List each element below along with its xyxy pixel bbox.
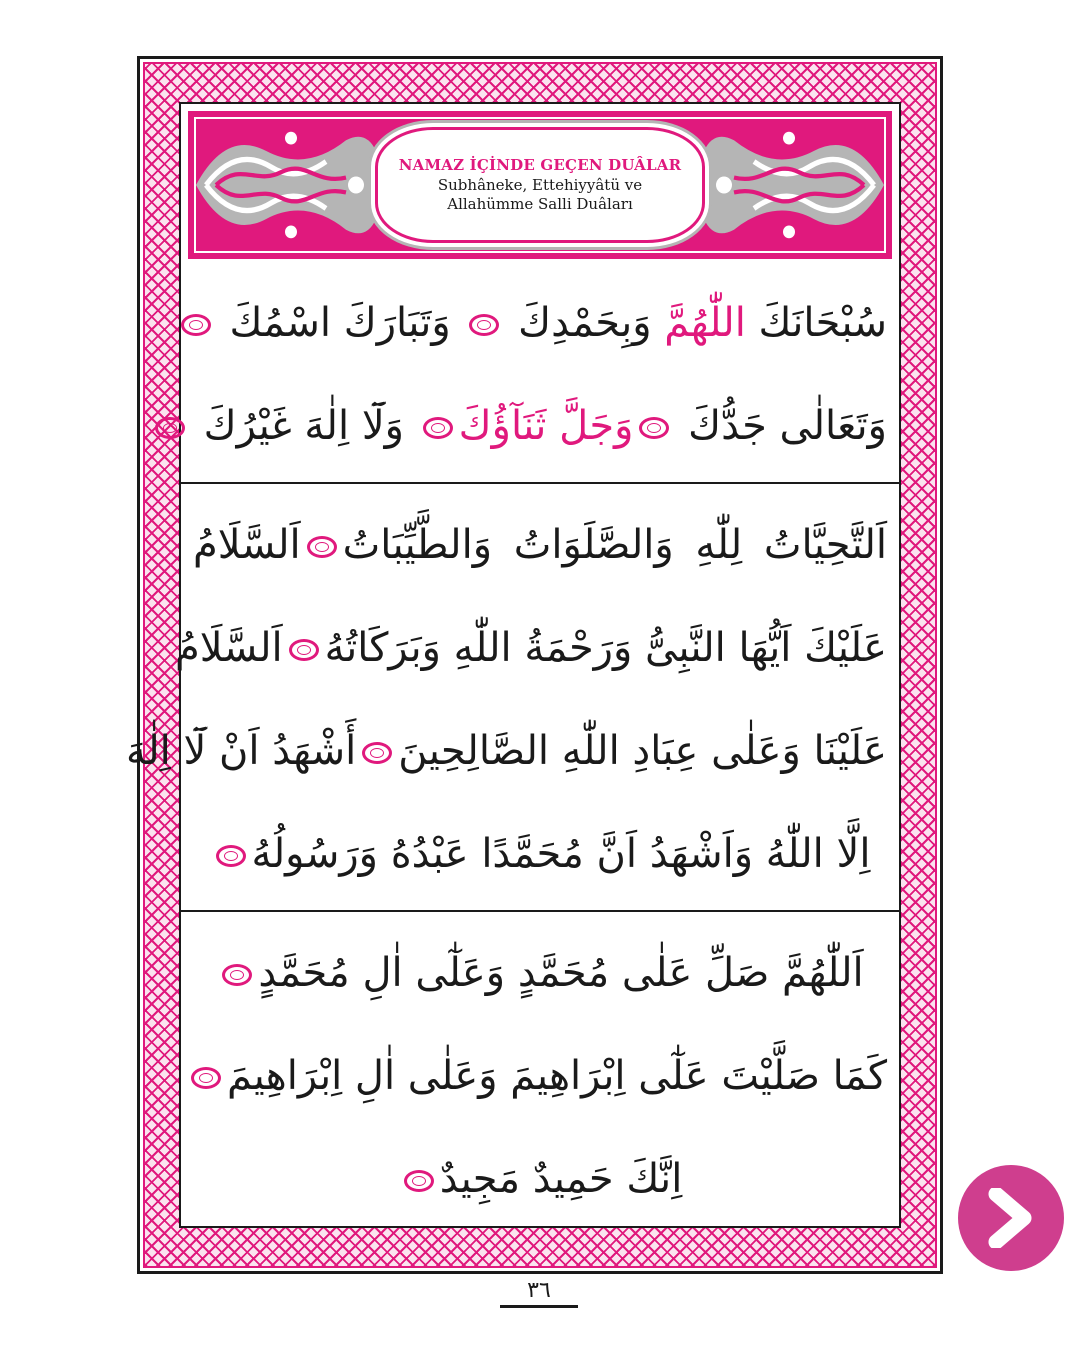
- allahumme-salli-section: [181, 922, 899, 1231]
- text-line: عَلَيْنَا وَعَلٰى عِبَادِ اللّٰهِ الصَّالِحِينَأَشْهَدُ اَنْ لَٓا اِلٰهَ: [126, 728, 887, 774]
- ayah-end-icon: [423, 417, 453, 439]
- text-line: اَلتَّحِيَّاتُ لِلّٰهِ وَالصَّلَوَاتُ وَالطَّيِّبَاتُاَلسَّلَامُ: [193, 522, 887, 568]
- page-number: ٣٦: [500, 1278, 578, 1308]
- text-line: وَتَعَالٰى جَدُّكَ وَجَلَّ ثَنَآؤُكَ وَلَٓا اِلٰهَ غَيْرُكَ: [193, 375, 887, 478]
- ayah-end-icon: [404, 1170, 434, 1192]
- ayah-end-icon: [639, 417, 669, 439]
- section-divider: [181, 482, 899, 484]
- ayah-end-icon: [181, 314, 211, 336]
- section-divider: [181, 910, 899, 912]
- ayah-end-icon: [155, 417, 185, 439]
- arabesque-ornament-icon: [704, 119, 884, 251]
- text-line: اَللّٰهُمَّ صَلِّ عَلٰى مُحَمَّدٍ وَعَلٰٓى اٰلِ مُحَمَّدٍ: [193, 922, 887, 1025]
- ettehiyyatu-section: [126, 494, 899, 906]
- text-line: اِنَّكَ حَمِيدٌ مَجِيدٌ: [193, 1128, 887, 1231]
- chevron-right-icon: [984, 1188, 1038, 1248]
- ayah-end-icon: [289, 639, 319, 661]
- page-subtitle-line-2: Allahümme Salli Duâları: [447, 195, 633, 213]
- arabesque-ornament-icon: [196, 119, 376, 251]
- text-line: اِلَّا اللّٰهُ وَاَشْهَدُ اَنَّ مُحَمَّدًا عَبْدُهُ وَرَسُولُهُ: [193, 803, 887, 906]
- ayah-end-icon: [222, 964, 252, 986]
- page-title: NAMAZ İÇİNDE GEÇEN DUÂLAR: [398, 156, 682, 174]
- ayah-end-icon: [362, 742, 392, 764]
- text-line: سُبْحَانَكَ اللّٰهُمَّ وَبِحَمْدِكَ وَتَبَارَكَ اسْمُكَ: [193, 272, 887, 375]
- ayah-end-icon: [191, 1067, 221, 1089]
- text-line: عَلَيْكَ اَيُّهَا النَّبِىُّ وَرَحْمَةُ اللّٰهِ وَبَرَكَاتُهُاَلسَّلَامُ: [175, 625, 887, 671]
- subhaneke-section: [181, 272, 899, 478]
- title-cartouche: [375, 127, 705, 243]
- ayah-end-icon: [307, 536, 337, 558]
- book-page: [126, 56, 943, 1274]
- content-panel: [126, 102, 901, 1228]
- ayah-end-icon: [469, 314, 499, 336]
- text-line: كَمَا صَلَّيْتَ عَلٰٓى اِبْرَاهِيمَ وَعَلٰى اٰلِ اِبْرَاهِيمَ: [193, 1025, 887, 1128]
- ayah-end-icon: [216, 845, 246, 867]
- next-page-button[interactable]: [958, 1165, 1064, 1271]
- header-banner: [188, 111, 892, 259]
- page-subtitle-line-1: Subhâneke, Ettehiyyâtü ve: [437, 176, 643, 194]
